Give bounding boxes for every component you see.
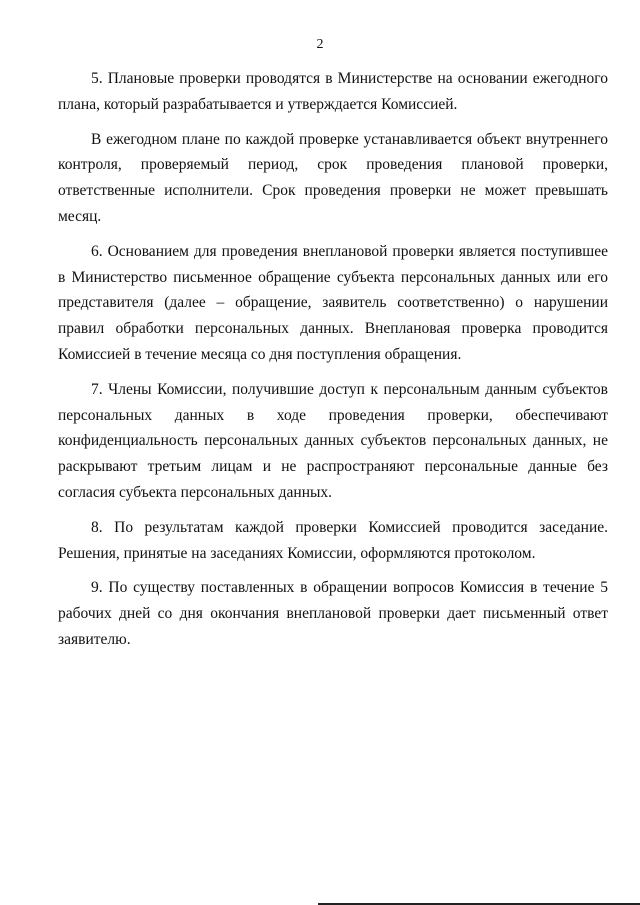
- paragraph-5-plan-details: В ежегодном плане по каждой проверке устанавливается объект внутреннего контроля, проверяемый период, срок проведения плановой проверки, ответственные исполнители. Срок проведения проверки не может превышать месяц.: [58, 130, 608, 225]
- paragraph-9: 9. По существу поставленных в обращении вопросов Комиссия в течение 5 рабочих дней со дня окончания внеплановой проверки дает письменный ответ заявителю.: [58, 579, 608, 648]
- page-number: 2: [316, 37, 324, 52]
- paragraph-8: 8. По результатам каждой проверки Комиссией проводится заседание. Решения, принятые на заседаниях Комиссии, оформляются протоколом.: [58, 518, 608, 562]
- document-body: [58, 66, 608, 662]
- paragraph-6: 6. Основанием для проведения внеплановой проверки является поступившее в Министерство письменное обращение субъекта персональных данных или его представителя (далее – обращение, заявитель соответственно) о нарушении правил обработки персональных данных. Внеплановая проверка проводится Комиссией в течение месяца со дня поступления обращения.: [58, 242, 608, 363]
- paragraph-5: 5. Плановые проверки проводятся в Министерстве на основании ежегодного плана, который разрабатывается и утверждается Комиссией.: [58, 70, 608, 113]
- paragraph-7: 7. Члены Комиссии, получившие доступ к персональным данным субъектов персональных данных в ходе проведения проверки, обеспечивают конфиденциальность персональных данных субъектов персональных данных, не раскрывают третьим лицам и не распространяют персональные данные без согласия субъекта персональных данных.: [58, 380, 608, 501]
